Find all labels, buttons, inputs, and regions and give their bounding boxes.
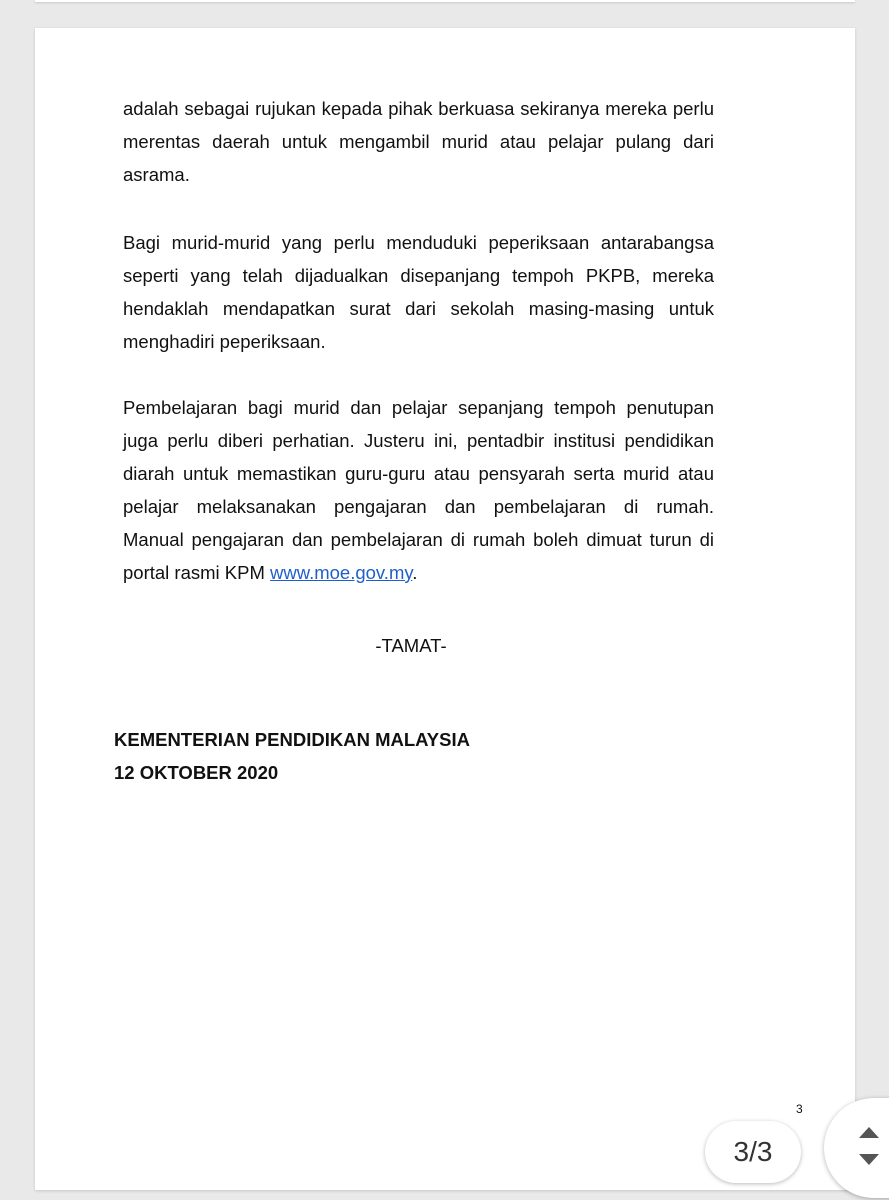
text-line: merentas daerah untuk mengambil murid atau pelajar pulang dari [123,131,714,152]
text-line: hendaklah mendapatkan surat dari sekolah masing-masing untuk [123,298,714,319]
link-suffix: . [412,562,418,583]
text-line: pelajar melaksanakan pengajaran dan pembelajaran di rumah. [123,496,714,517]
text-line: asrama. [123,164,190,185]
chevron-up-icon[interactable] [859,1127,879,1138]
text-line: Manual pengajaran dan pembelajaran di rumah boleh dimuat turun di [123,529,714,550]
text-line: diarah untuk memastikan guru-guru atau pensyarah serta murid atau [123,463,714,484]
paragraph-3 [123,391,714,589]
text-line: adalah sebagai rujukan kepada pihak berkuasa sekiranya mereka perlu [123,98,714,119]
paragraph-2 [123,226,714,358]
moe-website-link[interactable]: www.moe.gov.my [270,562,413,583]
previous-page-edge [35,0,855,2]
text-line: seperti yang telah dijadualkan disepanjang tempoh PKPB, mereka [123,265,714,286]
page-number: 3 [796,1102,803,1116]
document-page[interactable] [35,28,855,1190]
signature-date: 12 OKTOBER 2020 [114,762,279,783]
link-prefix: portal rasmi KPM [123,562,271,583]
text-line: juga perlu diberi perhatian. Justeru ini, pentadbir institusi pendidikan [123,430,714,451]
text-line-with-link [123,556,714,589]
signature-organization: KEMENTERIAN PENDIDIKAN MALAYSIA [114,729,470,750]
closing-mark: -TAMAT- [375,635,447,656]
text-line: Pembelajaran bagi murid dan pelajar sepanjang tempoh penutupan [123,397,714,418]
text-line: Bagi murid-murid yang perlu menduduki peperiksaan antarabangsa [123,232,714,253]
paragraph-1 [123,92,714,191]
page-indicator: 3/3 [705,1121,801,1183]
chevron-down-icon[interactable] [859,1154,879,1165]
text-line: menghadiri peperiksaan. [123,331,326,352]
